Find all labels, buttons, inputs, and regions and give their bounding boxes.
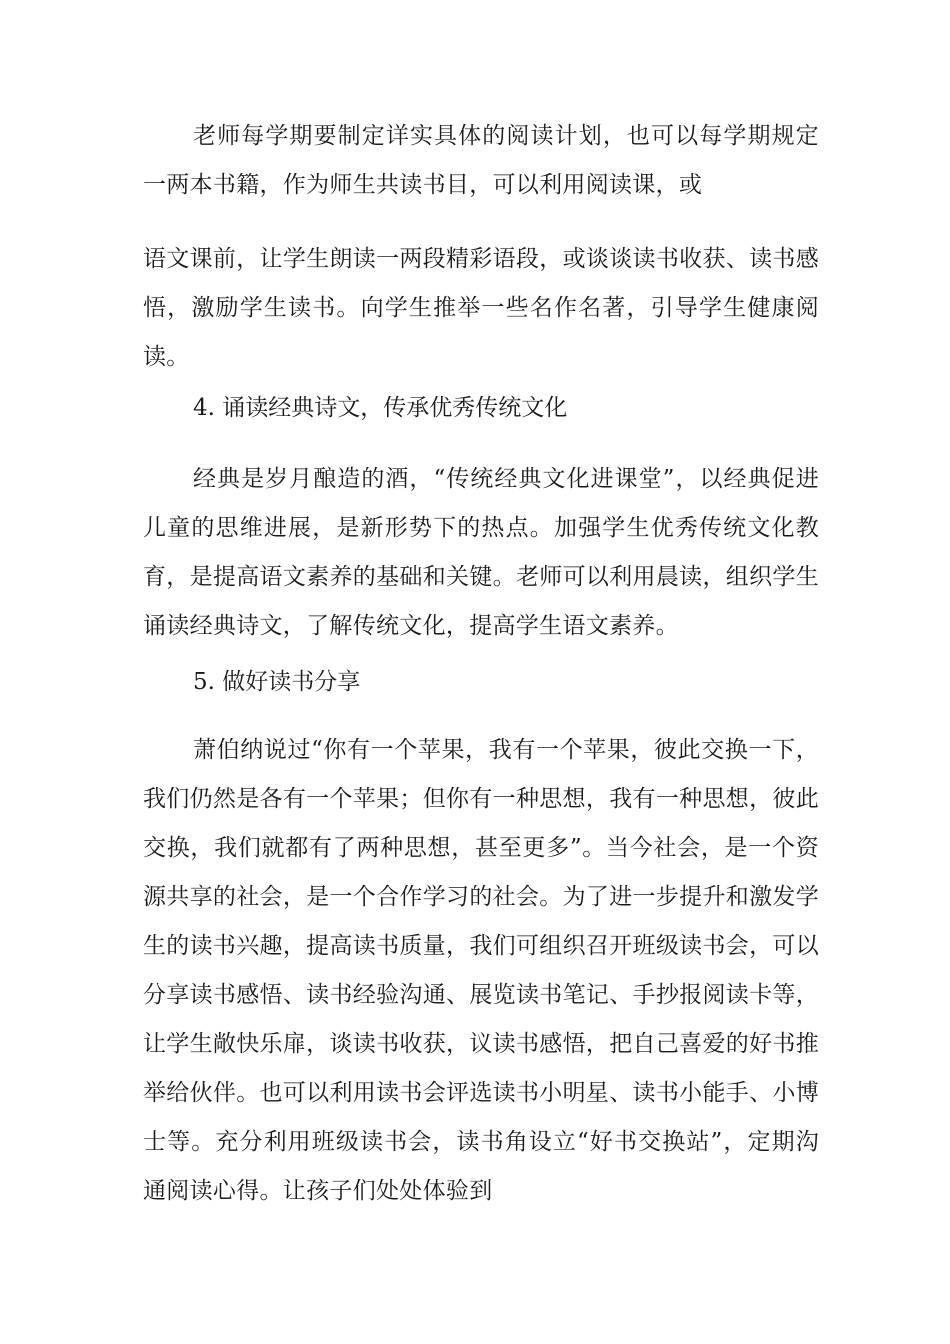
section-heading-5: 5. 做好读书分享: [193, 669, 361, 695]
paragraph-classics: 经典是岁月酿造的酒，“传统经典文化进课堂”，以经典促进儿童的思维进展，是新形势下的热点。加强学生优秀传统文化教育，是提高语文素养的基础和关键。老师可以利用晨读，组织学生诵读经典诗文，了解传统文化，提高学生语文素养。: [143, 466, 819, 639]
section-heading-4: 4. 诵读经典诗文，传承优秀传统文化: [193, 395, 568, 421]
paragraph-before-class: 语文课前，让学生朗读一两段精彩语段，或谈谈读书收获、读书感悟，激励学生读书。向学生推举一些名作名著，引导学生健康阅读。: [143, 246, 819, 370]
paragraph-sharing: 萧伯纳说过“你有一个苹果，我有一个苹果，彼此交换一下，我们仍然是各有一个苹果；但你有一种思想，我有一种思想，彼此交换，我们就都有了两种思想，甚至更多”。当今社会，是一个资源共享的社会，是一个合作学习的社会。为了进一步提升和激发学生的读书兴趣，提高读书质量，我们可组织召开班级读书会，可以分享读书感悟、读书经验沟通、展览读书笔记、手抄报阅读卡等，让学生敞快乐扉，谈读书收获，议读书感悟，把自己喜爱的好书推举给伙伴。也可以利用读书会评选读书小明星、读书小能手、小博士等。充分利用班级读书会，读书角设立“好书交换站”，定期沟通阅读心得。让孩子们处处体验到: [143, 737, 819, 1204]
paragraph-reading-plan: 老师每学期要制定详实具体的阅读计划，也可以每学期规定一两本书籍，作为师生共读书目，可以利用阅读课，或: [143, 123, 819, 198]
